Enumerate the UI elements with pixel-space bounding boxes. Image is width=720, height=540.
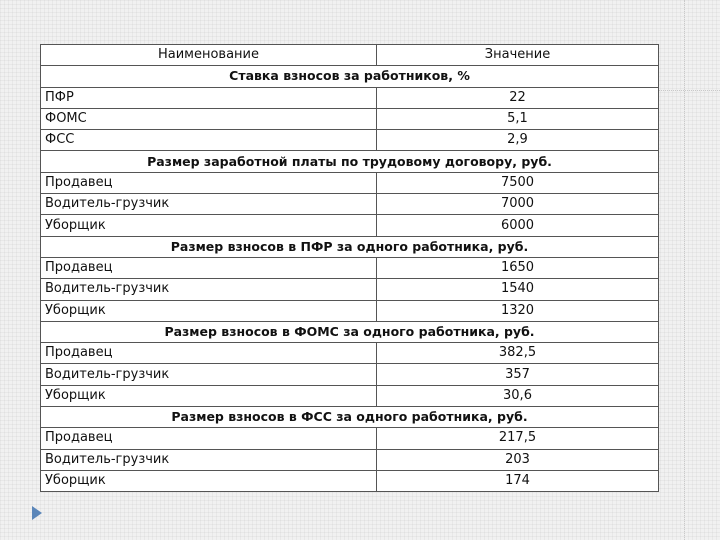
row-value: 382,5 <box>377 343 659 364</box>
header-name-cell: Наименование <box>41 45 377 66</box>
table-row <box>41 300 659 321</box>
section-title-row <box>41 321 659 342</box>
table-row <box>41 87 659 108</box>
table-row <box>41 364 659 385</box>
section-title-row <box>41 407 659 428</box>
table-row <box>41 257 659 278</box>
row-value: 1540 <box>377 279 659 300</box>
row-name: Водитель-грузчик <box>41 194 377 215</box>
section-title: Размер взносов в ФСС за одного работника, руб. <box>41 407 659 428</box>
table-row <box>41 449 659 470</box>
table-row <box>41 385 659 406</box>
section-title: Размер заработной платы по трудовому договору, руб. <box>41 151 659 172</box>
row-name: Продавец <box>41 428 377 449</box>
next-slide-arrow-icon[interactable] <box>32 506 42 520</box>
row-name: Уборщик <box>41 215 377 236</box>
header-value-cell: Значение <box>377 45 659 66</box>
table-row <box>41 108 659 129</box>
row-value: 174 <box>377 470 659 491</box>
row-value: 1320 <box>377 300 659 321</box>
row-name: Продавец <box>41 343 377 364</box>
row-name: Продавец <box>41 172 377 193</box>
table-row <box>41 470 659 491</box>
row-value: 203 <box>377 449 659 470</box>
row-name: Уборщик <box>41 300 377 321</box>
table-row <box>41 343 659 364</box>
table-header-row <box>41 45 659 66</box>
section-title: Размер взносов в ФОМС за одного работника, руб. <box>41 321 659 342</box>
row-value: 30,6 <box>377 385 659 406</box>
row-value: 217,5 <box>377 428 659 449</box>
section-title-row <box>41 151 659 172</box>
contributions-table <box>40 44 659 492</box>
table-row <box>41 428 659 449</box>
row-name: Водитель-грузчик <box>41 364 377 385</box>
row-name: Водитель-грузчик <box>41 279 377 300</box>
row-name: Уборщик <box>41 385 377 406</box>
row-value: 22 <box>377 87 659 108</box>
row-value: 7500 <box>377 172 659 193</box>
table-row <box>41 130 659 151</box>
row-value: 5,1 <box>377 108 659 129</box>
section-title: Ставка взносов за работников, % <box>41 66 659 87</box>
section-title: Размер взносов в ПФР за одного работника, руб. <box>41 236 659 257</box>
row-value: 357 <box>377 364 659 385</box>
table-row <box>41 215 659 236</box>
decorative-vertical-line <box>684 0 685 540</box>
section-title-row <box>41 66 659 87</box>
row-value: 2,9 <box>377 130 659 151</box>
row-name: ФОМС <box>41 108 377 129</box>
row-value: 6000 <box>377 215 659 236</box>
table-row <box>41 194 659 215</box>
table-row <box>41 279 659 300</box>
row-name: Уборщик <box>41 470 377 491</box>
section-title-row <box>41 236 659 257</box>
row-name: Продавец <box>41 257 377 278</box>
row-name: ПФР <box>41 87 377 108</box>
row-value: 7000 <box>377 194 659 215</box>
row-value: 1650 <box>377 257 659 278</box>
row-name: ФСС <box>41 130 377 151</box>
table-row <box>41 172 659 193</box>
row-name: Водитель-грузчик <box>41 449 377 470</box>
